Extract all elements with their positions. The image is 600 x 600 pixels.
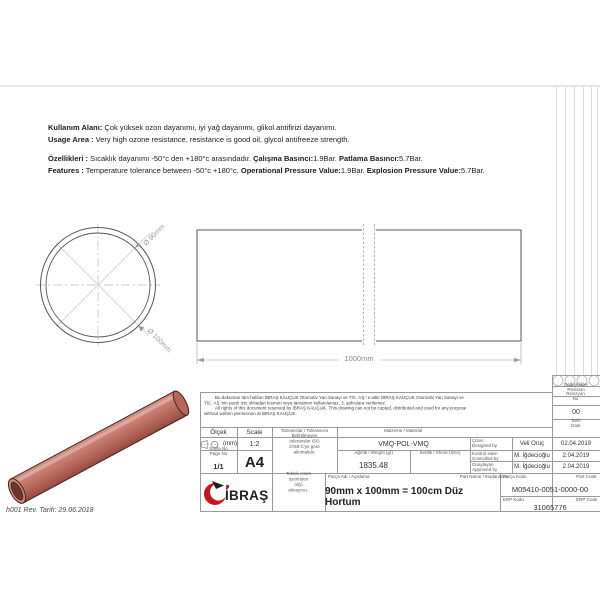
page-no-value: 1/1: [213, 461, 224, 471]
designed-label-en: Designed by: [472, 443, 498, 448]
logo-cell: [200, 474, 272, 511]
material-header: [337, 428, 470, 437]
revision-no-value: 00: [572, 408, 580, 416]
designed-by-header: [470, 438, 512, 450]
shore-header: [410, 451, 470, 459]
tolerances-header-text: Toleranslar / Tolerances: [280, 427, 329, 433]
unit-label: (mm): [223, 441, 237, 447]
approved-date: 2.04.2019: [562, 464, 590, 470]
revision-date-labels: [571, 418, 581, 428]
controlled-label-en: Controlled by: [472, 456, 499, 461]
approved-by-name: M. İğdecioğlu: [514, 464, 550, 470]
note-text: Teknik resim üzerinden ölçü almayınız.: [285, 470, 311, 492]
dia-100-label: Ø 100mm: [145, 327, 173, 355]
part-code-label-tr: Parça Kodu: [503, 474, 527, 479]
weight-value: 1835.48: [359, 461, 388, 470]
weight-header: [337, 451, 410, 459]
approved-by-header: [470, 462, 512, 473]
approved-label-tr: Onaylayan: [472, 462, 494, 467]
revision-title-tr: Değişiklikler: [564, 381, 589, 387]
sheet-revision-note: h001 Rev. Tarih: 29.06.2018: [6, 507, 94, 514]
break-gap: [362, 224, 376, 347]
weight-label: Ağırlık / Weight (gr): [354, 450, 393, 455]
burst-pressure-value: 5.7Bar.: [399, 154, 423, 163]
revision-no-label-tr: Revizyon: [566, 390, 586, 396]
scale-value: 1:2: [249, 440, 260, 448]
operational-pressure-value: 1.9Bar.: [340, 165, 367, 175]
features-tr-text1: Sıcaklık dayanımı -50°c den +180°c arasındadır.: [88, 154, 254, 163]
diagonal-leader-100: [56, 243, 148, 335]
controlled-by-header: [470, 451, 512, 461]
dia-90-label: Ø 90mm: [142, 223, 167, 248]
revision-title-labels: [564, 382, 588, 392]
features-en-label: Features :: [48, 165, 84, 175]
scale-header-en: Scale: [246, 429, 263, 436]
dimension-1000mm: [197, 343, 521, 364]
part-code-value: M05410-0051-0000-00: [511, 484, 589, 494]
copyright-text-en: All rights of this document reserved by İBRAŞ KAUÇUK. This drawing can not be copied, distributed and used for any purpose without written permission at İBRAŞ KAUÇUK.: [204, 405, 467, 416]
burst-pressure-label: Patlama Basıncı:: [338, 154, 400, 163]
designed-by-labels: [472, 438, 497, 448]
part-name-header-tr: Parça Adı / Açıklama: [328, 474, 370, 479]
page-no-labels: [209, 446, 228, 456]
features-en-text1: Temperature tolerance between -50°c +180°c.: [83, 165, 241, 175]
part-name-header-en: Part Name / Explanation: [459, 474, 509, 479]
operational-pressure-label: Operational Pressure Value:: [240, 165, 341, 175]
hose-body-outline: [197, 230, 521, 341]
approved-label-en: Approved by: [472, 467, 498, 472]
part-code-label-en: Part Code: [576, 474, 597, 479]
material-value: VMQ-POL-VMQ: [378, 440, 429, 448]
features-tr-label: Özellikleri :: [48, 154, 89, 163]
revision-strip-lines: [557, 86, 598, 375]
explosion-pressure-value: 5.7Bar.: [460, 165, 485, 175]
ibras-logo: [203, 479, 269, 507]
revision-date-label-tr: Tarih: [571, 418, 581, 423]
scale-header-tr: Ölçek: [210, 429, 227, 436]
revision-date-label-en: Date: [571, 423, 581, 428]
usage-line-en: [48, 134, 350, 146]
erp-code-label-tr: ERP Kodu: [503, 497, 524, 502]
controlled-by-name: M. İğdecioğlu: [514, 452, 550, 459]
designed-label-tr: Çizen: [472, 438, 484, 443]
length-label: 1000mm: [344, 354, 374, 363]
designed-by-name: Veli Oruç: [519, 440, 545, 447]
controlled-date: 2.04.2019: [562, 452, 590, 459]
erp-code-label-en: ERP Code: [575, 497, 597, 502]
working-pressure-value: 1.9Bar.: [313, 154, 339, 163]
approved-by-labels: [472, 462, 497, 472]
material-header-text: Malzeme / Material: [384, 427, 423, 433]
divider: [200, 392, 552, 393]
paper-size: A4: [244, 453, 265, 471]
revision-no-labels: [567, 391, 586, 401]
logo-text: İBRAŞ: [225, 487, 269, 503]
hose-cross-section-view: [36, 223, 172, 354]
features-line-en: [48, 165, 485, 177]
copyright-text-tr: Bu doküman tüm hakları İBRAŞ KAUÇUK Otomotiv Yan Sanayi ve TİC. AŞ.' e aittir İBRAŞ KAUÇUK Otomotiv Yan Sanayi ve TİC. AŞ.'nin yazılı izni olmadan kısmen veya tamamen kullanılamaz, 3. şahıslara verilemez.: [204, 395, 464, 406]
usage-en-text: Very high ozone resistance, resistance is good oil, glycol antifreeze strength.: [93, 134, 350, 144]
note-cell: [272, 470, 325, 511]
usage-en-label: Usage Area :: [48, 134, 94, 144]
copyright-cell: [204, 395, 552, 426]
revision-date-header: [552, 420, 600, 436]
tolerances-cell: [272, 433, 337, 472]
part-name-value: 90mm x 100mm = 100cm Düz Hortum: [325, 486, 464, 508]
controlled-label-tr: Kontrol eden: [472, 451, 498, 456]
usage-block: [48, 122, 350, 145]
divider: [552, 375, 600, 376]
features-line-tr: [48, 153, 485, 165]
usage-tr-text: Çok yüksek ozon dayanımı, iyi yağ dayanımı, glikol antifirizi dayanımı.: [102, 123, 337, 132]
designed-date: 02.04.2019: [560, 440, 592, 447]
revision-title-en: Revision: [567, 386, 585, 392]
tolerances-text: Belirtilmeyen toleranslar ISO 2768-C'ye göre alınmalıdır.: [289, 433, 320, 455]
hose-side-view: [197, 224, 521, 364]
page-no-header: [200, 445, 237, 460]
working-pressure-label: Çalışma Basıncı:: [253, 154, 314, 163]
explosion-pressure-label: Explosion Pressure Value:: [366, 165, 461, 175]
usage-line-tr: [48, 122, 350, 134]
shore-label: Sertlik / Shore (ShA): [419, 450, 461, 455]
erp-code-value: 31065776: [533, 502, 567, 512]
shore-value: [410, 459, 470, 472]
hose-highlight: [18, 398, 171, 480]
revision-no-header: [552, 390, 600, 405]
controlled-by-labels: [472, 451, 499, 461]
revision-no-label-en: No: [573, 395, 579, 401]
hose-3d-render: [5, 389, 192, 506]
usage-tr-label: Kullanım Alanı:: [48, 123, 103, 132]
part-name-header: [325, 474, 509, 484]
features-block: [48, 153, 485, 176]
page-no-label-tr: Sayfa No: [209, 445, 228, 451]
page-no-label-en: Page No: [209, 450, 228, 456]
